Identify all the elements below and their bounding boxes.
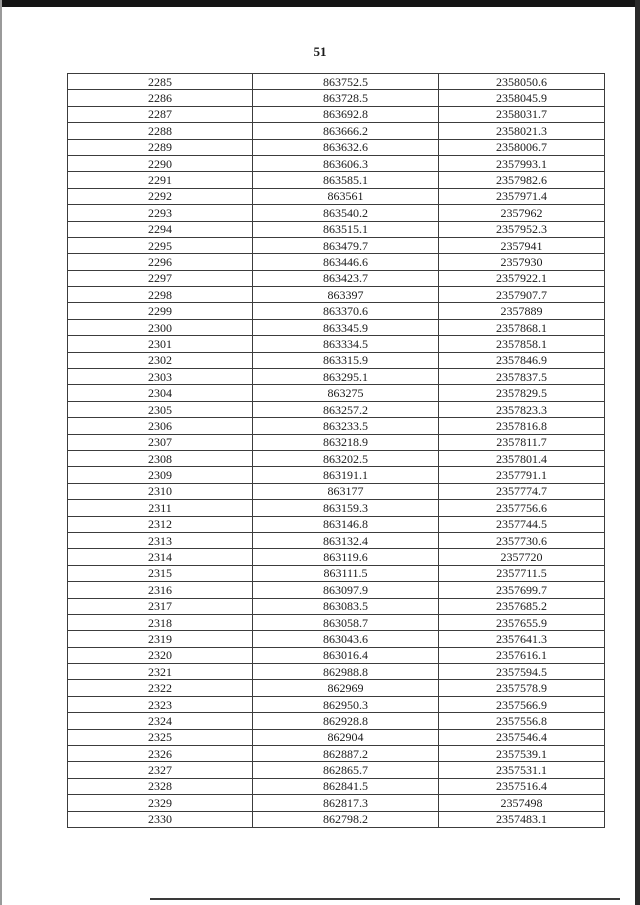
x-coordinate-cell: 862928.8: [253, 713, 439, 729]
y-coordinate-cell: 2357837.5: [439, 369, 605, 385]
table-row: [68, 450, 605, 466]
point-number-cell: 2317: [68, 598, 253, 614]
x-coordinate-cell: 863295.1: [253, 369, 439, 385]
table-row: [68, 139, 605, 155]
table-row: [68, 401, 605, 417]
scan-border-right: [635, 0, 640, 905]
point-number-cell: 2321: [68, 664, 253, 680]
point-number-cell: 2318: [68, 614, 253, 630]
table-row: [68, 90, 605, 106]
point-number-cell: 2304: [68, 385, 253, 401]
x-coordinate-cell: 863370.6: [253, 303, 439, 319]
x-coordinate-cell: 863632.6: [253, 139, 439, 155]
point-number-cell: 2305: [68, 401, 253, 417]
table-row: [68, 418, 605, 434]
y-coordinate-cell: 2357962: [439, 205, 605, 221]
x-coordinate-cell: 863728.5: [253, 90, 439, 106]
x-coordinate-cell: 862798.2: [253, 811, 439, 827]
x-coordinate-cell: 863159.3: [253, 500, 439, 516]
x-coordinate-cell: 863233.5: [253, 418, 439, 434]
y-coordinate-cell: 2357811.7: [439, 434, 605, 450]
x-coordinate-cell: 862865.7: [253, 762, 439, 778]
y-coordinate-cell: 2357730.6: [439, 532, 605, 548]
table-row: [68, 319, 605, 335]
table-row: [68, 664, 605, 680]
table-row: [68, 532, 605, 548]
coordinates-table-body: [68, 74, 605, 828]
y-coordinate-cell: 2357578.9: [439, 680, 605, 696]
x-coordinate-cell: 862841.5: [253, 778, 439, 794]
y-coordinate-cell: 2357556.8: [439, 713, 605, 729]
y-coordinate-cell: 2358031.7: [439, 106, 605, 122]
y-coordinate-cell: 2357566.9: [439, 696, 605, 712]
table-row: [68, 172, 605, 188]
y-coordinate-cell: 2357711.5: [439, 565, 605, 581]
y-coordinate-cell: 2357756.6: [439, 500, 605, 516]
point-number-cell: 2303: [68, 369, 253, 385]
table-row: [68, 221, 605, 237]
table-row: [68, 74, 605, 90]
table-row: [68, 303, 605, 319]
point-number-cell: 2307: [68, 434, 253, 450]
point-number-cell: 2327: [68, 762, 253, 778]
point-number-cell: 2297: [68, 270, 253, 286]
x-coordinate-cell: 863752.5: [253, 74, 439, 90]
x-coordinate-cell: 863315.9: [253, 352, 439, 368]
y-coordinate-cell: 2358045.9: [439, 90, 605, 106]
table-row: [68, 631, 605, 647]
x-coordinate-cell: 863515.1: [253, 221, 439, 237]
y-coordinate-cell: 2357699.7: [439, 582, 605, 598]
scan-border-bottom: [150, 898, 620, 900]
table-row: [68, 500, 605, 516]
table-row: [68, 582, 605, 598]
y-coordinate-cell: 2358050.6: [439, 74, 605, 90]
point-number-cell: 2302: [68, 352, 253, 368]
y-coordinate-cell: 2357846.9: [439, 352, 605, 368]
y-coordinate-cell: 2357922.1: [439, 270, 605, 286]
x-coordinate-cell: 863345.9: [253, 319, 439, 335]
point-number-cell: 2329: [68, 795, 253, 811]
x-coordinate-cell: 863257.2: [253, 401, 439, 417]
point-number-cell: 2295: [68, 237, 253, 253]
x-coordinate-cell: 863111.5: [253, 565, 439, 581]
y-coordinate-cell: 2358006.7: [439, 139, 605, 155]
x-coordinate-cell: 863083.5: [253, 598, 439, 614]
table-row: [68, 778, 605, 794]
y-coordinate-cell: 2357685.2: [439, 598, 605, 614]
table-row: [68, 336, 605, 352]
y-coordinate-cell: 2357930: [439, 254, 605, 270]
table-row: [68, 270, 605, 286]
x-coordinate-cell: 863132.4: [253, 532, 439, 548]
y-coordinate-cell: 2357829.5: [439, 385, 605, 401]
table-row: [68, 106, 605, 122]
y-coordinate-cell: 2357774.7: [439, 483, 605, 499]
x-coordinate-cell: 863097.9: [253, 582, 439, 598]
y-coordinate-cell: 2357868.1: [439, 319, 605, 335]
y-coordinate-cell: 2357971.4: [439, 188, 605, 204]
x-coordinate-cell: 863585.1: [253, 172, 439, 188]
point-number-cell: 2320: [68, 647, 253, 663]
point-number-cell: 2286: [68, 90, 253, 106]
y-coordinate-cell: 2357744.5: [439, 516, 605, 532]
x-coordinate-cell: 863334.5: [253, 336, 439, 352]
table-row: [68, 385, 605, 401]
scan-border-left: [0, 0, 2, 905]
x-coordinate-cell: 863446.6: [253, 254, 439, 270]
x-coordinate-cell: 863397: [253, 287, 439, 303]
point-number-cell: 2325: [68, 729, 253, 745]
y-coordinate-cell: 2357952.3: [439, 221, 605, 237]
table-row: [68, 254, 605, 270]
y-coordinate-cell: 2357594.5: [439, 664, 605, 680]
point-number-cell: 2319: [68, 631, 253, 647]
point-number-cell: 2289: [68, 139, 253, 155]
y-coordinate-cell: 2357531.1: [439, 762, 605, 778]
point-number-cell: 2294: [68, 221, 253, 237]
x-coordinate-cell: 863202.5: [253, 450, 439, 466]
table-row: [68, 713, 605, 729]
point-number-cell: 2299: [68, 303, 253, 319]
table-row: [68, 237, 605, 253]
point-number-cell: 2310: [68, 483, 253, 499]
point-number-cell: 2306: [68, 418, 253, 434]
table-row: [68, 205, 605, 221]
table-row: [68, 598, 605, 614]
coordinates-table: [67, 73, 605, 828]
table-row: [68, 680, 605, 696]
x-coordinate-cell: 863479.7: [253, 237, 439, 253]
point-number-cell: 2301: [68, 336, 253, 352]
scan-border-top: [0, 0, 640, 7]
point-number-cell: 2287: [68, 106, 253, 122]
y-coordinate-cell: 2357655.9: [439, 614, 605, 630]
y-coordinate-cell: 2357498: [439, 795, 605, 811]
x-coordinate-cell: 863177: [253, 483, 439, 499]
point-number-cell: 2316: [68, 582, 253, 598]
y-coordinate-cell: 2357539.1: [439, 746, 605, 762]
y-coordinate-cell: 2358021.3: [439, 123, 605, 139]
page-number: 51: [313, 44, 327, 59]
y-coordinate-cell: 2357791.1: [439, 467, 605, 483]
point-number-cell: 2328: [68, 778, 253, 794]
table-row: [68, 287, 605, 303]
x-coordinate-cell: 863016.4: [253, 647, 439, 663]
x-coordinate-cell: 863146.8: [253, 516, 439, 532]
point-number-cell: 2323: [68, 696, 253, 712]
x-coordinate-cell: 862887.2: [253, 746, 439, 762]
point-number-cell: 2300: [68, 319, 253, 335]
point-number-cell: 2296: [68, 254, 253, 270]
point-number-cell: 2308: [68, 450, 253, 466]
x-coordinate-cell: 863058.7: [253, 614, 439, 630]
y-coordinate-cell: 2357816.8: [439, 418, 605, 434]
y-coordinate-cell: 2357858.1: [439, 336, 605, 352]
point-number-cell: 2292: [68, 188, 253, 204]
table-row: [68, 549, 605, 565]
x-coordinate-cell: 863666.2: [253, 123, 439, 139]
point-number-cell: 2322: [68, 680, 253, 696]
table-row: [68, 434, 605, 450]
point-number-cell: 2288: [68, 123, 253, 139]
table-row: [68, 369, 605, 385]
point-number-cell: 2315: [68, 565, 253, 581]
y-coordinate-cell: 2357616.1: [439, 647, 605, 663]
table-row: [68, 795, 605, 811]
table-row: [68, 123, 605, 139]
table-row: [68, 155, 605, 171]
point-number-cell: 2324: [68, 713, 253, 729]
y-coordinate-cell: 2357823.3: [439, 401, 605, 417]
y-coordinate-cell: 2357801.4: [439, 450, 605, 466]
y-coordinate-cell: 2357641.3: [439, 631, 605, 647]
point-number-cell: 2314: [68, 549, 253, 565]
point-number-cell: 2290: [68, 155, 253, 171]
x-coordinate-cell: 863561: [253, 188, 439, 204]
table-row: [68, 188, 605, 204]
point-number-cell: 2326: [68, 746, 253, 762]
point-number-cell: 2312: [68, 516, 253, 532]
x-coordinate-cell: 863218.9: [253, 434, 439, 450]
x-coordinate-cell: 862969: [253, 680, 439, 696]
table-row: [68, 696, 605, 712]
x-coordinate-cell: 863692.8: [253, 106, 439, 122]
table-row: [68, 614, 605, 630]
x-coordinate-cell: 862988.8: [253, 664, 439, 680]
x-coordinate-cell: 862950.3: [253, 696, 439, 712]
x-coordinate-cell: 863043.6: [253, 631, 439, 647]
x-coordinate-cell: 863540.2: [253, 205, 439, 221]
table-row: [68, 516, 605, 532]
y-coordinate-cell: 2357993.1: [439, 155, 605, 171]
y-coordinate-cell: 2357889: [439, 303, 605, 319]
point-number-cell: 2311: [68, 500, 253, 516]
table-row: [68, 762, 605, 778]
table-row: [68, 483, 605, 499]
y-coordinate-cell: 2357720: [439, 549, 605, 565]
point-number-cell: 2298: [68, 287, 253, 303]
point-number-cell: 2313: [68, 532, 253, 548]
point-number-cell: 2330: [68, 811, 253, 827]
point-number-cell: 2309: [68, 467, 253, 483]
table-row: [68, 811, 605, 827]
x-coordinate-cell: 863275: [253, 385, 439, 401]
point-number-cell: 2293: [68, 205, 253, 221]
y-coordinate-cell: 2357546.4: [439, 729, 605, 745]
x-coordinate-cell: 863606.3: [253, 155, 439, 171]
table-row: [68, 467, 605, 483]
table-row: [68, 746, 605, 762]
x-coordinate-cell: 863423.7: [253, 270, 439, 286]
y-coordinate-cell: 2357907.7: [439, 287, 605, 303]
table-row: [68, 565, 605, 581]
point-number-cell: 2285: [68, 74, 253, 90]
x-coordinate-cell: 863119.6: [253, 549, 439, 565]
y-coordinate-cell: 2357941: [439, 237, 605, 253]
y-coordinate-cell: 2357483.1: [439, 811, 605, 827]
table-row: [68, 352, 605, 368]
point-number-cell: 2291: [68, 172, 253, 188]
table-row: [68, 729, 605, 745]
x-coordinate-cell: 863191.1: [253, 467, 439, 483]
y-coordinate-cell: 2357982.6: [439, 172, 605, 188]
table-row: [68, 647, 605, 663]
x-coordinate-cell: 862817.3: [253, 795, 439, 811]
x-coordinate-cell: 862904: [253, 729, 439, 745]
y-coordinate-cell: 2357516.4: [439, 778, 605, 794]
